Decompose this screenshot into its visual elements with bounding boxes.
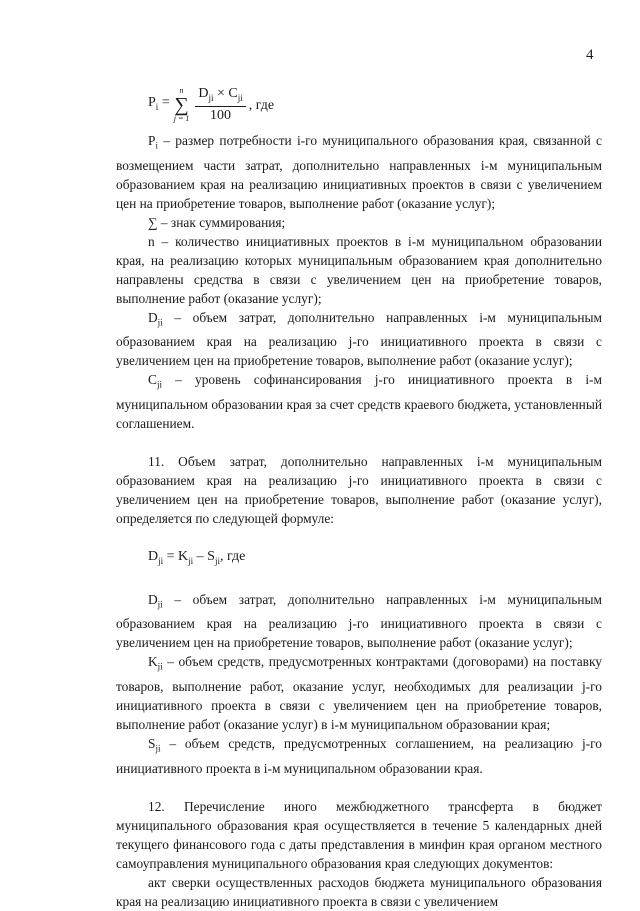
definition-c: $C_{ji}$ – уровень софинансирования j-го инициативного проекта в i-м муниципальном образовании края за счет средств краевого бюджета, установленный соглашением. (116, 372, 602, 432)
item-12-act: акт сверки осуществленных расходов бюджета муниципального образования края на реализацию инициативного проекта в связи с увеличением (116, 874, 602, 909)
formula-p (116, 85, 602, 125)
sum-operator: n ∑ j = 1 (173, 86, 190, 123)
definition-sum: ∑ – знак суммирования; (148, 214, 286, 230)
document-body (116, 85, 602, 911)
fraction-denominator: 100 (210, 108, 232, 124)
formula-fraction (195, 86, 245, 125)
definition-d2: $D_{ji}$ – объем затрат, дополнительно направленных i-м муниципальным образованием края на реализацию j-го инициативного проекта в связи с увеличением цен на приобретение товаров, выполнение работ (оказание услуг); (116, 591, 602, 651)
definition-d: $D_{ji}$ – объем затрат, дополнительно направленных i-м муниципальным образованием края на реализацию j-го инициативного проекта в связи с увеличением цен на приобретение товаров, выполнение работ (оказание услуг); (116, 309, 602, 369)
page-number: 4 (586, 47, 594, 63)
item-11: 11. Объем затрат, дополнительно направленных i-м муниципальным образованием края на реализацию j-го инициативного проекта в связи с увеличением цен на приобретение товаров, выполнение работ (оказание услуг), определяется по следующей формуле: (116, 454, 602, 527)
definition-k: $K_{ji}$ – объем средств, предусмотренных контрактами (договорами) на поставку товаров, выполнение работ, оказание услуг, необходимых для реализации j-го инициативного проекта в связи с увеличением цен на приобретение товаров, выполнение работ (оказание услуг) в i-м муниципальном образовании края; (116, 654, 602, 733)
formula-lhs: $P_i$ = (148, 95, 170, 112)
definition-s: $S_{ji}$ – объем средств, предусмотренных соглашением, на реализацию j-го инициативного проекта в i-м муниципальном образовании края. (116, 736, 602, 776)
formula-d: $D_{ji} = K_{ji} - S_{ji}$, где (148, 549, 246, 566)
formula-tail: , где (248, 97, 275, 113)
fraction-numerator: $D_{ji} \times C_{ji}$ (195, 86, 245, 108)
item-12: 12. Перечисление иного межбюджетного трансферта в бюджет муниципального образования края осуществляется в течение 5 календарных дней текущего финансового года с даты представления в минфин края органом местного самоуправления муниципального образования края следующих документов: (116, 798, 602, 871)
definition-n: n – количество инициативных проектов в i-м муниципальном образовании края, на реализацию которых муниципальным образованием края дополнительно направлены средства в связи с увеличением цен на приобретение товаров, выполнение работ (оказание услуг); (116, 233, 602, 306)
definition-p: $P_i$ – размер потребности i-го муниципального образования края, связанной с возмещением части затрат, дополнительно направленных i-м муниципальным образованием края на реализацию инициативных проектов в связи с увеличением цен на приобретение товаров, выполнение работ (оказание услуг); (116, 133, 602, 211)
